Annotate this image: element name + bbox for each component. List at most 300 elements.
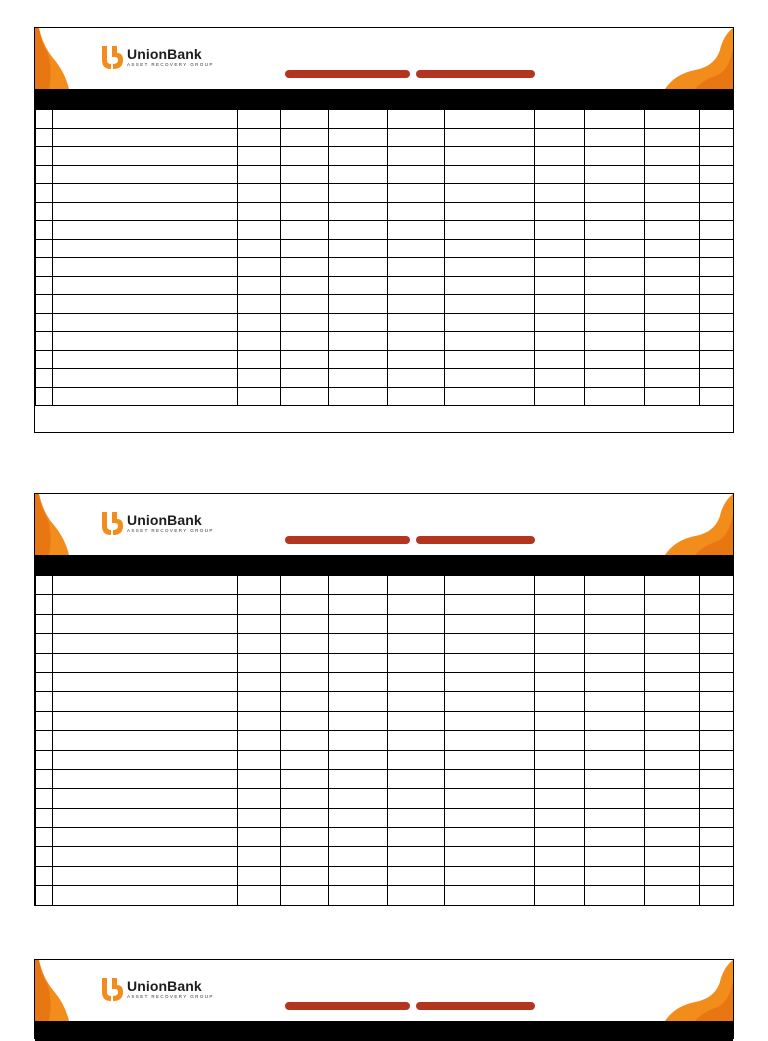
table-cell <box>281 369 329 388</box>
table-cell <box>535 332 585 351</box>
brand-subtitle: ASSET RECOVERY GROUP <box>127 527 214 533</box>
brand-logo <box>101 44 214 70</box>
table-cell <box>281 313 329 332</box>
table-row <box>36 128 734 147</box>
table-cell <box>238 258 281 277</box>
table-cell <box>36 369 53 388</box>
table-cell <box>700 576 734 595</box>
table-cell <box>388 614 445 633</box>
table-cell <box>535 239 585 258</box>
report-sheet <box>34 959 734 1039</box>
table-row <box>36 769 734 788</box>
table-cell <box>281 886 329 905</box>
table-cell <box>535 672 585 691</box>
table-cell <box>585 692 645 711</box>
table-cell <box>238 147 281 166</box>
table-cell <box>388 387 445 406</box>
table-cell <box>36 128 53 147</box>
table-cell <box>388 295 445 314</box>
ub-logo-icon <box>101 976 123 1002</box>
table-body <box>36 576 734 906</box>
table-cell <box>281 866 329 885</box>
table-cell <box>700 295 734 314</box>
table-cell <box>535 258 585 277</box>
table-cell <box>700 692 734 711</box>
brand-logo <box>101 976 214 1002</box>
table-row <box>36 202 734 221</box>
table-cell <box>281 653 329 672</box>
table-cell <box>53 202 238 221</box>
table-cell <box>238 653 281 672</box>
table-cell <box>281 672 329 691</box>
table-cell <box>535 828 585 847</box>
table-header-bar <box>35 1021 733 1041</box>
table-cell <box>53 276 238 295</box>
table-cell <box>329 202 388 221</box>
table-cell <box>36 769 53 788</box>
table-cell <box>700 128 734 147</box>
table-cell <box>445 165 535 184</box>
table-cell <box>281 634 329 653</box>
table-cell <box>700 165 734 184</box>
table-cell <box>700 866 734 885</box>
table-cell <box>535 614 585 633</box>
table-cell <box>238 202 281 221</box>
table-cell <box>238 313 281 332</box>
table-cell <box>36 828 53 847</box>
table-cell <box>535 276 585 295</box>
table-cell <box>238 332 281 351</box>
table-cell <box>36 653 53 672</box>
table-cell <box>388 332 445 351</box>
report-sheet <box>34 27 734 433</box>
table-cell <box>585 731 645 750</box>
table-cell <box>281 276 329 295</box>
table-cell <box>445 634 535 653</box>
table-cell <box>700 769 734 788</box>
table-cell <box>329 789 388 808</box>
table-cell <box>585 614 645 633</box>
table-cell <box>445 202 535 221</box>
table-cell <box>36 313 53 332</box>
table-cell <box>645 847 700 866</box>
table-cell <box>700 653 734 672</box>
title-pill-left <box>285 1002 410 1010</box>
table-cell <box>36 239 53 258</box>
table-cell <box>36 295 53 314</box>
table-row <box>36 711 734 730</box>
table-cell <box>238 239 281 258</box>
table-cell <box>585 387 645 406</box>
table-cell <box>238 128 281 147</box>
table-cell <box>388 276 445 295</box>
table-cell <box>535 595 585 614</box>
table-cell <box>329 350 388 369</box>
table-cell <box>645 808 700 827</box>
table-cell <box>445 653 535 672</box>
table-cell <box>36 165 53 184</box>
table-cell <box>535 769 585 788</box>
table-cell <box>238 184 281 203</box>
table-cell <box>329 147 388 166</box>
table-cell <box>53 350 238 369</box>
table-cell <box>445 332 535 351</box>
table-cell <box>445 184 535 203</box>
table-cell <box>238 576 281 595</box>
table-row <box>36 672 734 691</box>
table-cell <box>53 886 238 905</box>
table-cell <box>281 692 329 711</box>
table-cell <box>281 769 329 788</box>
table-header-bar <box>35 89 733 109</box>
table-cell <box>445 692 535 711</box>
table-cell <box>445 731 535 750</box>
table-cell <box>445 828 535 847</box>
table-cell <box>535 692 585 711</box>
table-row <box>36 258 734 277</box>
table-cell <box>36 387 53 406</box>
table-cell <box>238 847 281 866</box>
table-cell <box>281 789 329 808</box>
title-pill-right <box>416 536 535 544</box>
table-cell <box>445 350 535 369</box>
table-cell <box>585 202 645 221</box>
table-cell <box>238 634 281 653</box>
table-cell <box>535 184 585 203</box>
table-cell <box>535 165 585 184</box>
ub-logo-icon <box>101 510 123 536</box>
table-cell <box>53 692 238 711</box>
table-cell <box>700 313 734 332</box>
table-cell <box>281 711 329 730</box>
table-cell <box>329 808 388 827</box>
table-cell <box>388 239 445 258</box>
table-row <box>36 221 734 240</box>
table-cell <box>329 165 388 184</box>
table-cell <box>445 110 535 129</box>
table-row <box>36 350 734 369</box>
table-cell <box>445 808 535 827</box>
table-row <box>36 847 734 866</box>
table-row <box>36 332 734 351</box>
table-cell <box>585 295 645 314</box>
table-cell <box>645 202 700 221</box>
table-cell <box>585 147 645 166</box>
brand-name: UnionBank <box>127 977 202 994</box>
table-cell <box>645 672 700 691</box>
table-cell <box>700 369 734 388</box>
table-cell <box>388 369 445 388</box>
table-cell <box>585 258 645 277</box>
table-cell <box>53 614 238 633</box>
table-cell <box>238 276 281 295</box>
table-cell <box>36 750 53 769</box>
table-cell <box>645 731 700 750</box>
table-cell <box>329 110 388 129</box>
brand-subtitle: ASSET RECOVERY GROUP <box>127 61 214 67</box>
brand-name: UnionBank <box>127 511 202 528</box>
table-row <box>36 369 734 388</box>
table-cell <box>535 295 585 314</box>
table-cell <box>36 789 53 808</box>
table-cell <box>238 769 281 788</box>
table-cell <box>53 672 238 691</box>
table-cell <box>535 634 585 653</box>
table-cell <box>645 128 700 147</box>
table-cell <box>53 258 238 277</box>
table-body <box>36 110 734 406</box>
table-cell <box>535 847 585 866</box>
table-cell <box>700 387 734 406</box>
table-cell <box>281 110 329 129</box>
table-cell <box>36 711 53 730</box>
table-cell <box>585 110 645 129</box>
table-header-bar <box>35 555 733 575</box>
table-cell <box>445 750 535 769</box>
data-table <box>35 575 734 906</box>
table-cell <box>36 276 53 295</box>
table-cell <box>53 332 238 351</box>
table-cell <box>388 313 445 332</box>
table-cell <box>445 886 535 905</box>
table-cell <box>36 221 53 240</box>
table-cell <box>53 313 238 332</box>
table-cell <box>281 184 329 203</box>
table-cell <box>329 866 388 885</box>
table-row <box>36 147 734 166</box>
table-cell <box>36 576 53 595</box>
table-cell <box>645 147 700 166</box>
table-row <box>36 653 734 672</box>
table-cell <box>585 672 645 691</box>
table-cell <box>281 147 329 166</box>
table-cell <box>585 866 645 885</box>
table-row <box>36 387 734 406</box>
table-row <box>36 595 734 614</box>
table-cell <box>645 165 700 184</box>
table-cell <box>585 653 645 672</box>
table-row <box>36 692 734 711</box>
table-cell <box>238 731 281 750</box>
table-cell <box>645 692 700 711</box>
table-cell <box>535 750 585 769</box>
table-cell <box>445 672 535 691</box>
table-cell <box>700 258 734 277</box>
table-cell <box>329 750 388 769</box>
table-cell <box>535 147 585 166</box>
table-cell <box>238 614 281 633</box>
table-cell <box>238 387 281 406</box>
table-cell <box>645 711 700 730</box>
table-cell <box>281 731 329 750</box>
table-cell <box>445 221 535 240</box>
table-cell <box>329 239 388 258</box>
table-cell <box>445 369 535 388</box>
table-cell <box>388 128 445 147</box>
table-cell <box>700 110 734 129</box>
table-cell <box>281 128 329 147</box>
table-cell <box>329 276 388 295</box>
table-cell <box>645 221 700 240</box>
table-cell <box>329 828 388 847</box>
table-row <box>36 731 734 750</box>
table-cell <box>53 866 238 885</box>
table-cell <box>585 634 645 653</box>
table-cell <box>585 886 645 905</box>
table-cell <box>700 332 734 351</box>
table-cell <box>329 387 388 406</box>
table-cell <box>281 828 329 847</box>
table-cell <box>53 789 238 808</box>
table-cell <box>388 847 445 866</box>
table-cell <box>388 165 445 184</box>
table-row <box>36 634 734 653</box>
table-cell <box>585 313 645 332</box>
table-cell <box>388 184 445 203</box>
table-cell <box>53 165 238 184</box>
table-cell <box>238 866 281 885</box>
table-cell <box>645 576 700 595</box>
table-cell <box>281 258 329 277</box>
table-cell <box>645 369 700 388</box>
table-cell <box>535 110 585 129</box>
table-cell <box>585 276 645 295</box>
table-cell <box>645 653 700 672</box>
table-cell <box>238 692 281 711</box>
table-cell <box>700 276 734 295</box>
table-cell <box>445 128 535 147</box>
table-cell <box>585 828 645 847</box>
table-cell <box>645 258 700 277</box>
table-cell <box>535 711 585 730</box>
table-cell <box>281 295 329 314</box>
table-cell <box>388 576 445 595</box>
table-cell <box>388 221 445 240</box>
table-cell <box>329 184 388 203</box>
table-cell <box>700 731 734 750</box>
table-cell <box>645 313 700 332</box>
table-cell <box>329 711 388 730</box>
table-cell <box>53 808 238 827</box>
table-cell <box>238 350 281 369</box>
table-cell <box>645 276 700 295</box>
table-cell <box>36 258 53 277</box>
table-cell <box>388 110 445 129</box>
table-cell <box>53 369 238 388</box>
table-cell <box>445 295 535 314</box>
table-cell <box>445 239 535 258</box>
table-cell <box>388 769 445 788</box>
table-cell <box>281 847 329 866</box>
table-cell <box>329 653 388 672</box>
table-cell <box>645 769 700 788</box>
table-cell <box>535 866 585 885</box>
table-cell <box>238 886 281 905</box>
table-cell <box>445 866 535 885</box>
table-cell <box>329 313 388 332</box>
table-row <box>36 750 734 769</box>
table-cell <box>700 634 734 653</box>
table-row <box>36 165 734 184</box>
table-cell <box>445 595 535 614</box>
table-cell <box>585 750 645 769</box>
table-cell <box>36 808 53 827</box>
table-cell <box>388 672 445 691</box>
table-cell <box>645 886 700 905</box>
table-cell <box>238 165 281 184</box>
table-cell <box>329 576 388 595</box>
table-cell <box>445 614 535 633</box>
table-cell <box>388 595 445 614</box>
table-cell <box>53 750 238 769</box>
table-cell <box>645 239 700 258</box>
table-cell <box>388 147 445 166</box>
table-cell <box>700 808 734 827</box>
table-cell <box>645 789 700 808</box>
table-cell <box>585 184 645 203</box>
table-cell <box>535 369 585 388</box>
table-cell <box>445 387 535 406</box>
table-cell <box>53 184 238 203</box>
table-cell <box>53 847 238 866</box>
table-cell <box>535 313 585 332</box>
table-cell <box>535 886 585 905</box>
table-cell <box>645 295 700 314</box>
table-cell <box>585 239 645 258</box>
table-cell <box>238 110 281 129</box>
table-cell <box>585 128 645 147</box>
table-cell <box>238 672 281 691</box>
table-cell <box>645 750 700 769</box>
table-row <box>36 808 734 827</box>
table-cell <box>329 295 388 314</box>
title-pill-left <box>285 70 410 78</box>
table-cell <box>281 595 329 614</box>
table-cell <box>445 769 535 788</box>
table-cell <box>238 221 281 240</box>
table-cell <box>36 332 53 351</box>
brand-logo <box>101 510 214 536</box>
table-cell <box>445 711 535 730</box>
table-row <box>36 110 734 129</box>
table-cell <box>388 692 445 711</box>
table-cell <box>53 147 238 166</box>
table-cell <box>53 769 238 788</box>
table-cell <box>329 595 388 614</box>
table-cell <box>700 886 734 905</box>
table-row <box>36 239 734 258</box>
table-cell <box>388 886 445 905</box>
table-cell <box>585 808 645 827</box>
table-cell <box>445 789 535 808</box>
table-cell <box>388 750 445 769</box>
table-cell <box>281 750 329 769</box>
table-cell <box>329 258 388 277</box>
table-cell <box>700 350 734 369</box>
table-cell <box>281 165 329 184</box>
banner <box>35 960 733 1021</box>
table-cell <box>36 202 53 221</box>
table-cell <box>535 808 585 827</box>
table-cell <box>585 369 645 388</box>
table-cell <box>238 369 281 388</box>
table-cell <box>238 789 281 808</box>
table-cell <box>36 847 53 866</box>
table-cell <box>700 672 734 691</box>
table-cell <box>329 692 388 711</box>
title-pill-left <box>285 536 410 544</box>
table-cell <box>585 350 645 369</box>
